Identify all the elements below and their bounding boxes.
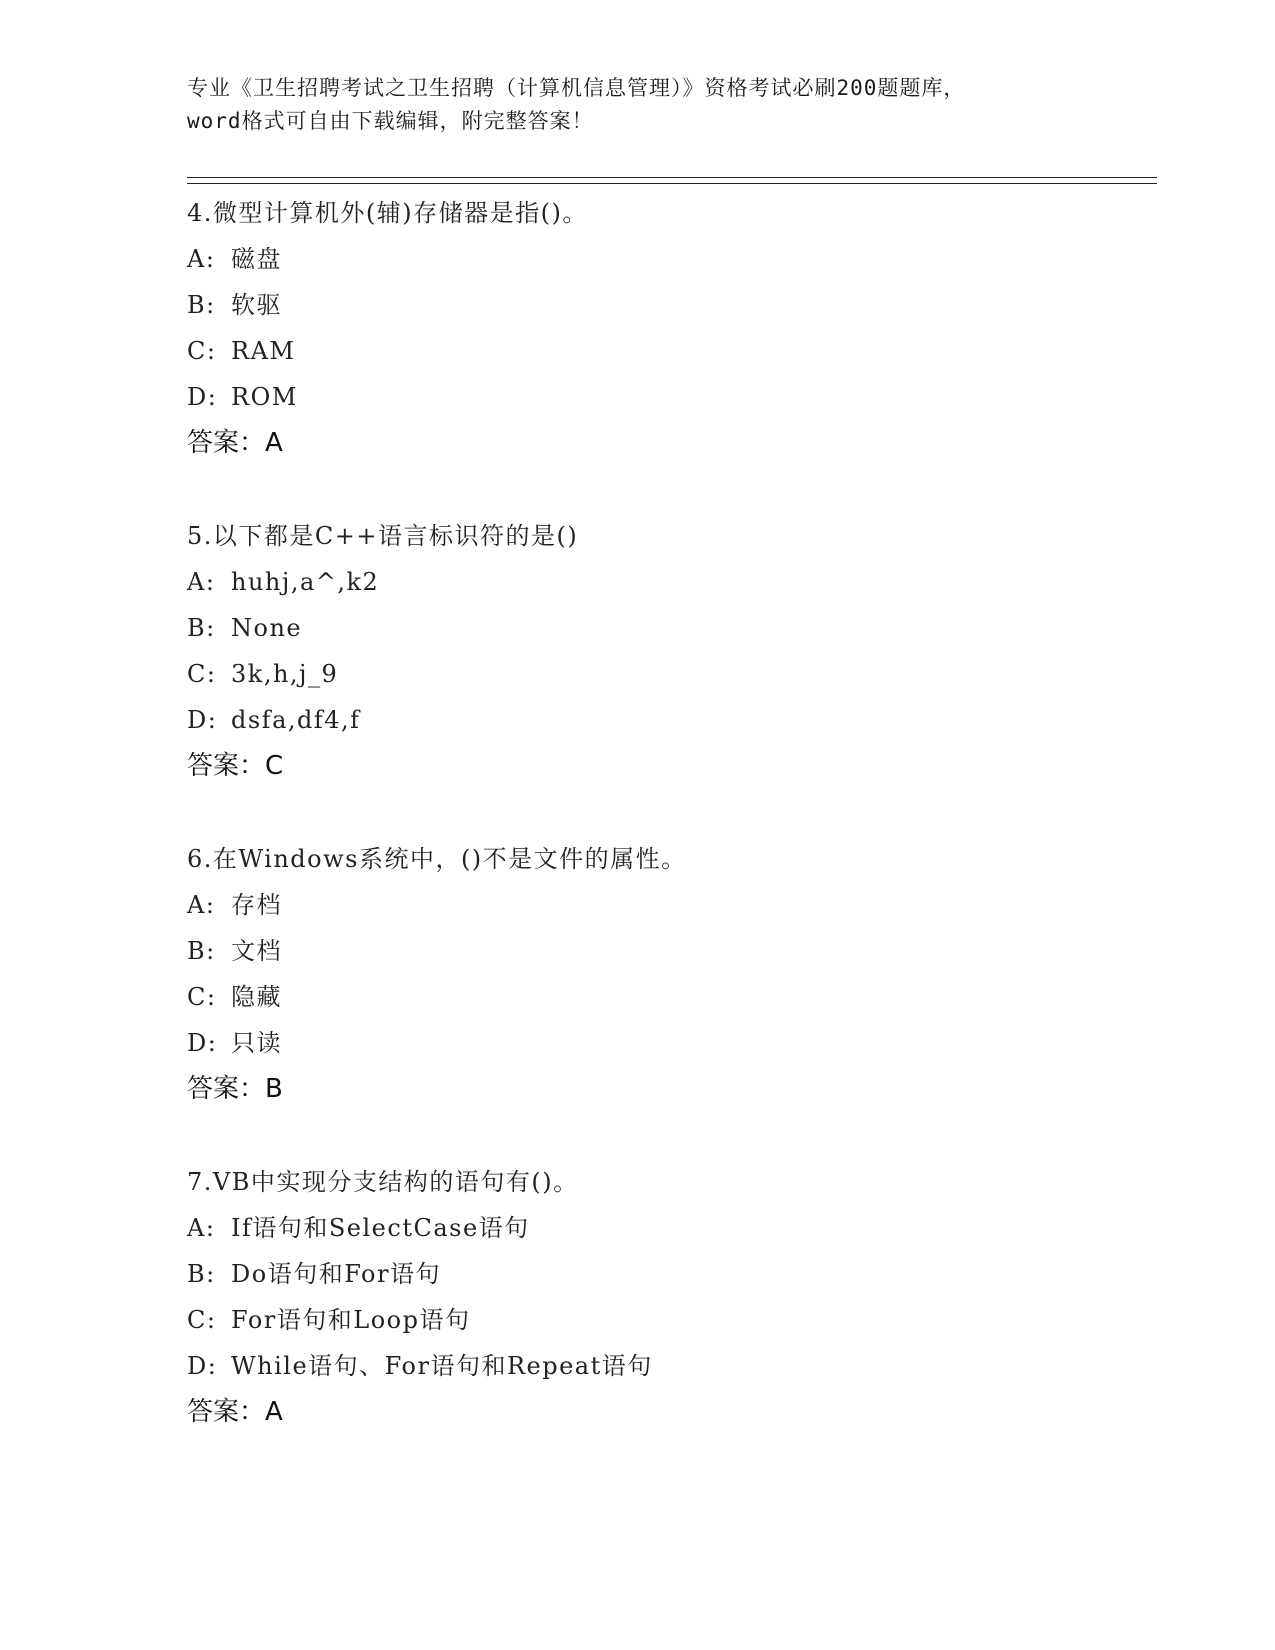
option-b (187, 1251, 1147, 1297)
option-letter: C: (187, 983, 217, 1011)
option-a (187, 236, 1147, 282)
option-letter: A: (187, 1214, 216, 1242)
option-text: 只读 (231, 1029, 282, 1057)
question-stem: 7.VB中实现分支结构的语句有()。 (187, 1168, 579, 1196)
answer-line: 答案：C (187, 751, 284, 781)
option-text: None (231, 614, 303, 642)
option-letter: B: (187, 937, 216, 965)
option-text: 3k,h,j_9 (231, 660, 339, 688)
option-b (187, 282, 1147, 328)
answer-line: 答案：A (187, 428, 283, 458)
option-text: huhj,a^,k2 (231, 568, 380, 596)
option-letter: A: (187, 891, 216, 919)
question-item (187, 190, 1147, 466)
option-c (187, 651, 1147, 697)
question-stem: 6.在Windows系统中，()不是文件的属性。 (187, 845, 687, 873)
option-a (187, 882, 1147, 928)
option-d (187, 1020, 1147, 1066)
option-text: 文档 (231, 937, 282, 965)
option-letter: B: (187, 1260, 216, 1288)
question-list (187, 190, 1147, 1482)
question-stem: 5.以下都是C++语言标识符的是() (187, 522, 579, 550)
option-text: If语句和SelectCase语句 (231, 1214, 530, 1242)
option-a (187, 559, 1147, 605)
question-item (187, 513, 1147, 789)
option-d (187, 697, 1147, 743)
option-letter: D: (187, 706, 218, 734)
option-text: While语句、For语句和Repeat语句 (231, 1352, 653, 1380)
option-b (187, 928, 1147, 974)
option-text: 软驱 (231, 291, 282, 319)
option-text: 存档 (231, 891, 282, 919)
document-header (187, 72, 1087, 138)
option-letter: D: (187, 1029, 218, 1057)
option-letter: C: (187, 337, 217, 365)
option-letter: B: (187, 291, 216, 319)
option-text: RAM (231, 337, 296, 365)
option-a (187, 1205, 1147, 1251)
option-b (187, 605, 1147, 651)
option-letter: C: (187, 1306, 217, 1334)
header-divider-top (187, 177, 1157, 178)
option-letter: B: (187, 614, 216, 642)
option-text: 磁盘 (231, 245, 282, 273)
option-letter: D: (187, 1352, 218, 1380)
answer-line: 答案：B (187, 1074, 283, 1104)
question-item (187, 1159, 1147, 1435)
answer-line: 答案：A (187, 1397, 283, 1427)
header-divider-bottom (187, 183, 1157, 184)
option-d (187, 1343, 1147, 1389)
option-text: Do语句和For语句 (231, 1260, 441, 1288)
option-d (187, 374, 1147, 420)
option-text: For语句和Loop语句 (231, 1306, 471, 1334)
header-title-line-1: 专业《卫生招聘考试之卫生招聘（计算机信息管理）》资格考试必刷200题题库， (187, 76, 966, 100)
option-letter: C: (187, 660, 217, 688)
option-letter: A: (187, 245, 216, 273)
option-letter: A: (187, 568, 216, 596)
option-c (187, 328, 1147, 374)
option-letter: D: (187, 383, 218, 411)
header-title-line-2: word格式可自由下载编辑，附完整答案！ (187, 109, 594, 133)
question-stem: 4.微型计算机外(辅)存储器是指()。 (187, 199, 588, 227)
question-item (187, 836, 1147, 1112)
option-c (187, 1297, 1147, 1343)
option-text: dsfa,df4,f (231, 706, 361, 734)
option-text: 隐藏 (231, 983, 282, 1011)
option-c (187, 974, 1147, 1020)
option-text: ROM (231, 383, 298, 411)
